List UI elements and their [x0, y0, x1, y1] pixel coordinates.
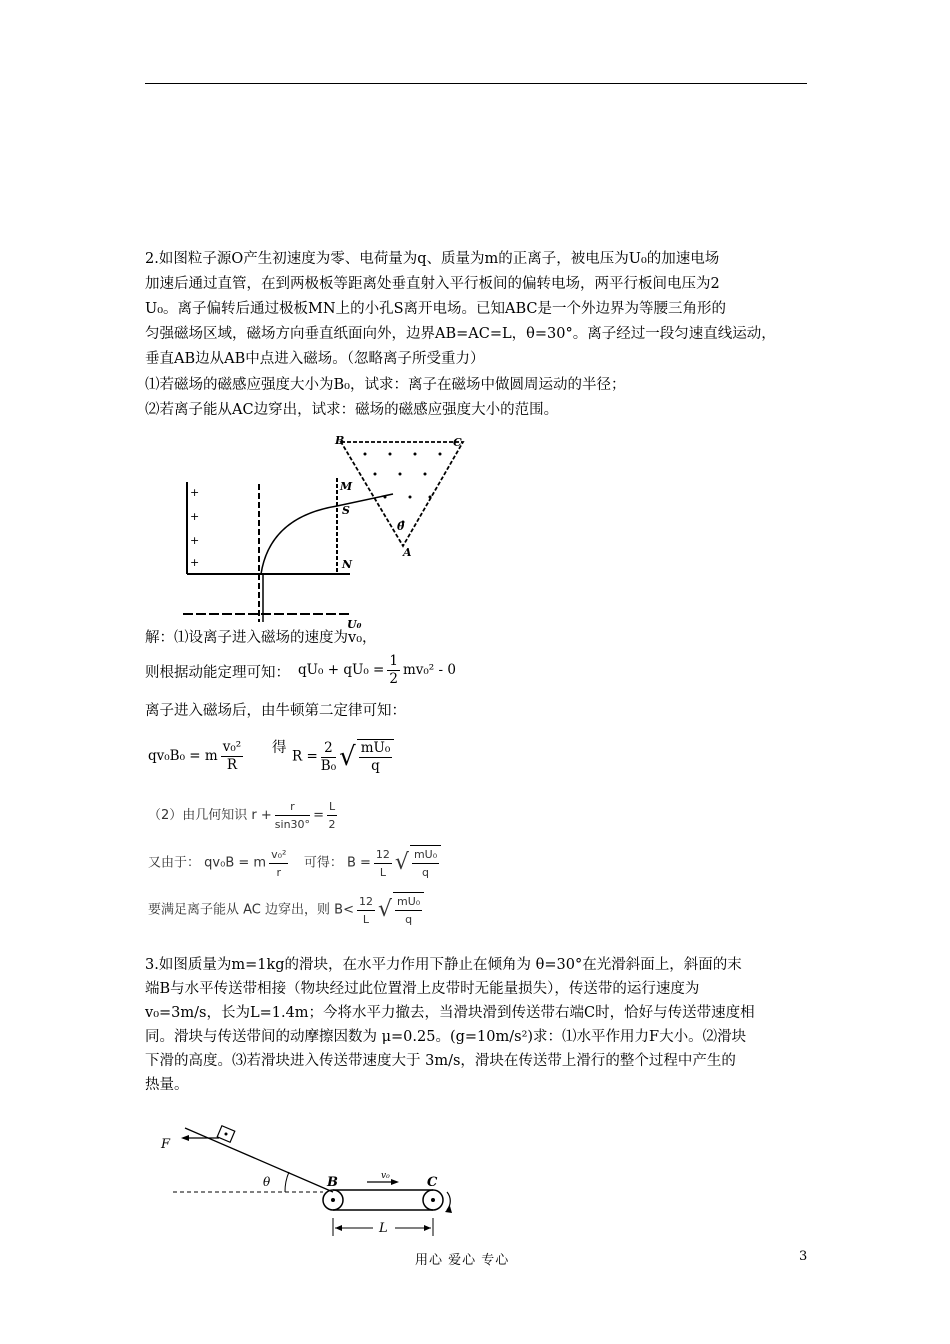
- q2-figure: [175, 432, 475, 642]
- eq2-lhs: qv₀B₀ = m: [148, 748, 218, 764]
- eq7-lhs: B<: [334, 902, 354, 918]
- q3-line-4: 同。滑块与传送带间的动摩擦因数为 μ=0.25。(g=10m/s²)求：⑴水平作用力F大小。⑵滑块: [145, 1029, 747, 1045]
- q3-line-3: v₀=3m/s，长为L=1.4m；今将水平力撤去，当滑块滑到传送带右端C时，恰好与传送带速度相: [145, 1005, 755, 1021]
- footer-text: 用心 爱心 专心: [415, 1253, 510, 1268]
- eq4-lhs: r +: [251, 808, 272, 823]
- q2-label-c: C: [453, 436, 462, 449]
- q3-line-5: 下滑的高度。⑶若滑块进入传送带速度大于 3m/s，滑块在传送带上滑行的整个过程中产生的: [145, 1053, 736, 1069]
- equation-newton: [148, 739, 246, 774]
- eq1-den: 2: [389, 671, 398, 687]
- eq4-den: sin30°: [274, 818, 311, 831]
- eq4-num: r: [275, 798, 310, 816]
- eq4-rden: 2: [328, 818, 336, 831]
- q3-figure: [155, 1118, 465, 1248]
- eq6-lhs: B =: [346, 855, 371, 871]
- svg-text:+: +: [190, 510, 200, 523]
- p2a-label: （2）由几何知识: [148, 808, 248, 823]
- sol-line-2: 则根据动能定理可知：: [145, 665, 290, 681]
- q3-label-b: B: [327, 1175, 338, 1190]
- q3-label-v0: v₀: [381, 1171, 390, 1181]
- q2-line-2: 加速后通过直管，在到两极板等距离处垂直射入平行板间的偏转电场，两平行板间电压为2: [145, 276, 720, 292]
- q3-label-f: F: [161, 1137, 171, 1152]
- eq4-rnum: L: [327, 798, 337, 816]
- eq7-rad-den: q: [405, 913, 413, 926]
- q2-line-7: ⑵若离子能从AC边穿出，试求：磁场的磁感应强度大小的范围。: [145, 402, 559, 418]
- eq6-den: L: [379, 865, 386, 879]
- p2b2-label: 可得：: [303, 855, 343, 871]
- eq7-num: 12: [357, 893, 375, 911]
- eq5-den: r: [276, 865, 281, 879]
- eq1-rhs: mv₀² - 0: [402, 662, 456, 678]
- part2-newton: 又由于： qv₀B = m $\frac{\text{v₀²}}{r}$ 可得： B = $\frac{12}{L}$ √ $\frac{\text{mU₀}}{q}$: [148, 845, 441, 881]
- q3-line-1: 3.如图质量为m=1kg的滑块，在水平力作用下静止在倾角为 θ=30°在光滑斜面上，斜面的末: [145, 957, 742, 973]
- q3-label-c: C: [427, 1175, 438, 1190]
- eq1-lhs: qU₀ + qU₀ =: [298, 662, 385, 678]
- part2-conclusion: 要满足离子能从 AC 边穿出，则 B< $\frac{12}{L}$ √ $\frac{\text{mU₀}}{q}$: [148, 892, 424, 928]
- q3-line-2: 端B与水平传送带相接（物块经过此位置滑上皮带时无能量损失），传送带的运行速度为: [145, 981, 700, 997]
- q2-label-a: A: [403, 546, 412, 559]
- eq6-num: 12: [374, 846, 392, 864]
- eq7-den: L: [362, 912, 370, 926]
- eq3-rad-den: q: [371, 758, 380, 774]
- svg-text:+: +: [190, 486, 200, 499]
- eq6-rad-num: mU₀: [412, 846, 439, 864]
- eq3-rad-num: mU₀: [360, 740, 391, 756]
- q2-label-n: N: [342, 558, 353, 571]
- q2-label-m: M: [340, 480, 353, 493]
- eq3-lhs: R =: [292, 748, 318, 765]
- eq5-num: v₀²: [269, 846, 288, 864]
- eq6-rad-den: q: [422, 866, 430, 879]
- page-number: 3: [799, 1249, 808, 1264]
- eq4-mid: =: [313, 808, 324, 823]
- svg-text:+: +: [190, 556, 200, 569]
- q2-label-theta: θ: [397, 520, 405, 533]
- sol-line-1: 解：⑴设离子进入磁场的速度为v₀，: [145, 630, 377, 646]
- part2-geometry: [148, 798, 340, 833]
- q2-line-6: ⑴若磁场的磁感应强度大小为B₀，试求：离子在磁场中做圆周运动的半径；: [145, 377, 626, 393]
- word-de: 得: [272, 740, 287, 756]
- eq2-den: R: [226, 757, 238, 773]
- q3-label-l: L: [379, 1221, 388, 1236]
- eq2-num: v₀²: [222, 739, 242, 755]
- q2-label-b: B: [335, 434, 345, 447]
- equation-energy: [298, 653, 456, 688]
- p2c-label: 要满足离子能从 AC 边穿出，则: [148, 902, 331, 918]
- eq7-rad-num: mU₀: [395, 893, 422, 911]
- eq3-den: B₀: [320, 757, 337, 774]
- svg-text:+: +: [190, 534, 200, 547]
- q2-line-5: 垂直AB边从AB中点进入磁场。（忽略离子所受重力）: [145, 351, 485, 367]
- q3-line-6: 热量。: [145, 1077, 189, 1093]
- eq3-num: 2: [321, 740, 336, 758]
- q2-line-4: 匀强磁场区域，磁场方向垂直纸面向外，边界AB=AC=L，θ=30°。离子经过一段匀速直线运动，: [145, 326, 776, 342]
- q2-line-1: 2.如图粒子源O产生初速度为零、电荷量为q、质量为m的正离子，被电压为U₀的加速电场: [145, 251, 720, 267]
- q2-line-3: U₀。离子偏转后通过极板MN上的小孔S离开电场。已知ABC是一个外边界为等腰三角形的: [145, 301, 726, 317]
- q2-label-u: U₀: [347, 618, 362, 631]
- eq1-num: 1: [389, 653, 398, 669]
- eq5-lhs: qv₀B = m: [204, 855, 267, 871]
- q3-label-theta: θ: [263, 1175, 271, 1189]
- q2-label-s: S: [342, 504, 350, 517]
- sol-line-3: 离子进入磁场后，由牛顿第二定律可知：: [145, 703, 406, 719]
- header-rule: [145, 83, 807, 84]
- equation-radius: R = $\frac{2}{\text{B₀}}$ √ $\frac{\text{mU₀}}{q}$: [292, 739, 394, 775]
- p2b-label: 又由于：: [148, 855, 201, 871]
